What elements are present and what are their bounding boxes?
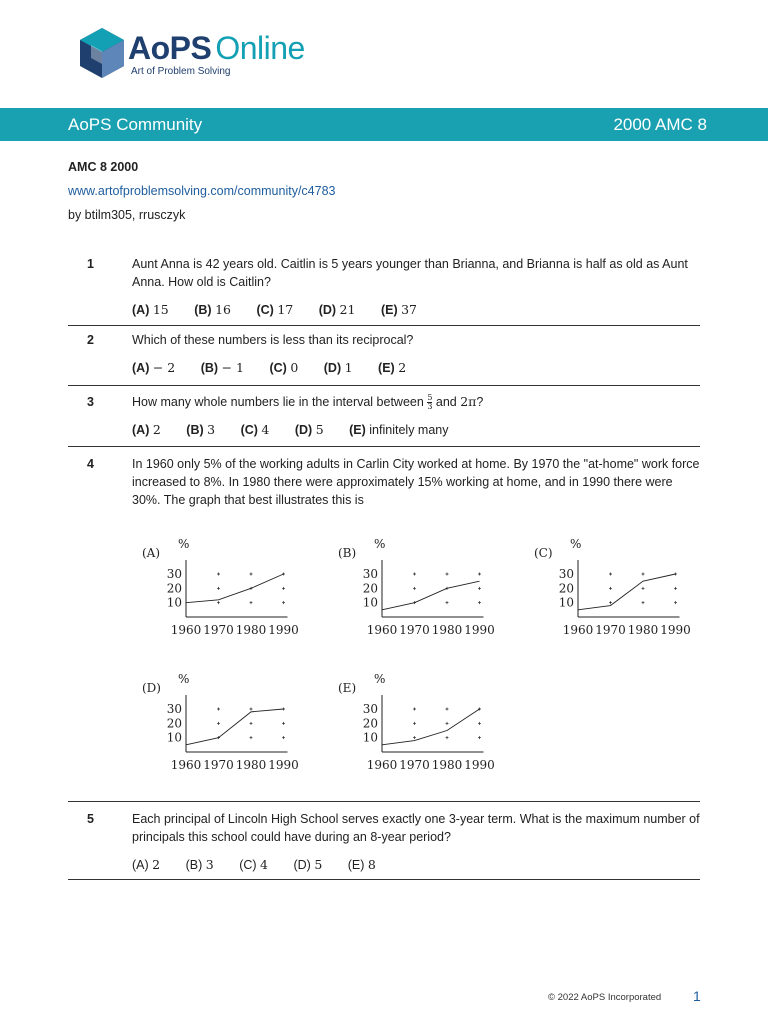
choice-e: (E) 8	[347, 857, 376, 872]
divider	[68, 325, 700, 326]
choice-a: (A) − 2	[132, 360, 176, 375]
choice-b: (B) − 1	[200, 360, 244, 375]
series-line	[186, 709, 284, 745]
grid-mark	[250, 708, 253, 711]
graph-c-svg	[532, 530, 712, 640]
grid-mark	[674, 587, 677, 590]
choice-e: (E) infinitely many	[349, 423, 449, 438]
series-line	[382, 581, 480, 610]
y-tick-label: 10	[166, 730, 182, 745]
x-tick-label: 1960	[366, 758, 398, 772]
grid-mark	[674, 601, 677, 604]
x-tick-label: 1990	[268, 758, 299, 772]
answer-choices	[132, 421, 700, 439]
problem-text: In 1960 only 5% of the working adults in Carlin City worked at home. By 1970 the "at-home" work force increased to 8%. In 1980 there were approximately 15% working at home, and in 1990 there were 30%. The graph that best illustrates this is	[132, 457, 700, 507]
grid-mark	[478, 601, 481, 604]
grid-mark	[642, 587, 645, 590]
x-tick-label: 1980	[627, 623, 659, 637]
series-line	[382, 709, 480, 745]
grid-mark	[282, 601, 285, 604]
x-tick-label: 1960	[562, 623, 594, 637]
problem-text: How many whole numbers lie in the interval between $\frac{5}{3}$ and 2π?	[132, 393, 484, 412]
problem-text: Each principal of Lincoln High School serves exactly one 3-year term. What is the maximum number of principals this school could have during an 8-year period?	[132, 812, 700, 844]
series-line	[578, 574, 676, 610]
graph-label: (C)	[534, 546, 553, 560]
header-banner	[0, 108, 768, 141]
grid-mark	[413, 587, 416, 590]
brand-wordmark	[128, 30, 305, 67]
choice-e: (E) 2	[378, 360, 407, 375]
grid-mark	[446, 722, 449, 725]
choice-c: (C) 4	[240, 422, 270, 438]
brand-name: AoPS	[128, 30, 212, 66]
problem-number: 2	[87, 333, 94, 347]
x-tick-label: 1970	[595, 623, 626, 637]
divider	[68, 801, 700, 802]
y-tick-label: 20	[362, 581, 378, 596]
graph-a-svg	[140, 530, 320, 640]
brand-product: Online	[215, 30, 305, 66]
x-tick-label: 1990	[464, 758, 495, 772]
graph-d	[140, 665, 320, 775]
grid-mark	[609, 573, 612, 576]
community-url-link[interactable]: www.artofproblemsolving.com/community/c4783	[68, 184, 336, 198]
grid-mark	[446, 573, 449, 576]
graph-e-svg	[336, 665, 516, 775]
grid-mark	[609, 587, 612, 590]
y-tick-label: 10	[166, 595, 182, 610]
series-line	[186, 574, 284, 603]
graph-c	[532, 530, 712, 640]
x-tick-label: 1970	[203, 623, 234, 637]
choice-d: (D) 5	[294, 422, 324, 438]
x-tick-label: 1990	[268, 623, 299, 637]
answer-choices	[132, 301, 700, 319]
divider	[68, 385, 700, 386]
grid-mark	[413, 573, 416, 576]
choice-a: (A) 15	[132, 302, 169, 317]
grid-mark	[478, 722, 481, 725]
graph-d-svg	[140, 665, 320, 775]
choice-b: (B) 16	[194, 302, 231, 317]
choice-b: (B) 3	[186, 422, 216, 438]
choice-c: (C) 17	[256, 302, 294, 317]
y-tick-label: 20	[362, 716, 378, 731]
y-axis-label: %	[178, 537, 190, 551]
graph-e	[336, 665, 516, 775]
grid-mark	[478, 573, 481, 576]
grid-mark	[446, 708, 449, 711]
y-tick-label: 10	[362, 730, 378, 745]
divider	[68, 879, 700, 880]
problem-3	[68, 393, 700, 439]
grid-mark	[250, 736, 253, 739]
problem-number: 3	[87, 395, 94, 409]
problem-4	[68, 455, 700, 509]
graph-a	[140, 530, 320, 640]
y-tick-label: 10	[558, 595, 574, 610]
problem-text: Which of these numbers is less than its reciprocal?	[132, 333, 414, 347]
grid-mark	[217, 601, 220, 604]
grid-mark	[642, 573, 645, 576]
community-link[interactable]: AoPS Community	[68, 115, 203, 134]
x-tick-label: 1980	[431, 623, 463, 637]
grid-mark	[609, 601, 612, 604]
graph-label: (B)	[338, 546, 357, 560]
choice-a: (A) 2	[132, 422, 161, 438]
answer-graphs	[0, 530, 768, 780]
x-tick-label: 1990	[660, 623, 691, 637]
problem-2	[68, 331, 700, 377]
brand-tagline: Art of Problem Solving	[131, 66, 231, 77]
grid-mark	[217, 573, 220, 576]
graph-b	[336, 530, 516, 640]
y-tick-label: 10	[362, 595, 378, 610]
choice-a: (A) 2	[132, 857, 161, 872]
x-tick-label: 1980	[431, 758, 463, 772]
answer-choices	[132, 856, 700, 874]
problem-5	[68, 810, 700, 874]
y-tick-label: 20	[558, 581, 574, 596]
y-axis-label: %	[374, 672, 386, 686]
choice-e: (E) 37	[380, 302, 417, 317]
grid-mark	[282, 736, 285, 739]
grid-mark	[250, 573, 253, 576]
page-number: 1	[693, 988, 701, 1004]
problem-1	[68, 255, 700, 319]
y-axis-label: %	[570, 537, 582, 551]
y-tick-label: 30	[558, 567, 574, 581]
y-tick-label: 20	[166, 581, 182, 596]
document-meta	[68, 155, 335, 227]
y-tick-label: 20	[166, 716, 182, 731]
contest-title: 2000 AMC 8	[613, 115, 707, 134]
grid-mark	[478, 736, 481, 739]
y-tick-label: 30	[166, 702, 182, 716]
choice-c: (C) 4	[239, 857, 268, 872]
grid-mark	[413, 722, 416, 725]
divider	[68, 446, 700, 447]
fraction: $\frac{5}{3}$	[427, 393, 433, 412]
x-tick-label: 1970	[203, 758, 234, 772]
problem-number: 5	[87, 812, 94, 826]
y-tick-label: 30	[362, 702, 378, 716]
x-tick-label: 1960	[170, 758, 202, 772]
grid-mark	[413, 736, 416, 739]
grid-mark	[217, 708, 220, 711]
problem-number: 4	[87, 457, 94, 471]
grid-mark	[446, 601, 449, 604]
graph-label: (D)	[142, 681, 161, 695]
answer-choices	[132, 359, 700, 377]
grid-mark	[478, 587, 481, 590]
document-title: AMC 8 2000	[68, 160, 139, 174]
x-tick-label: 1960	[366, 623, 398, 637]
grid-mark	[642, 601, 645, 604]
x-tick-label: 1960	[170, 623, 202, 637]
grid-mark	[282, 587, 285, 590]
problem-number: 1	[87, 257, 94, 271]
x-tick-label: 1970	[399, 758, 430, 772]
grid-mark	[217, 722, 220, 725]
y-tick-label: 30	[166, 567, 182, 581]
grid-mark	[413, 708, 416, 711]
x-tick-label: 1980	[235, 758, 267, 772]
problem-text: Aunt Anna is 42 years old. Caitlin is 5 years younger than Brianna, and Brianna is half as old as Aunt Anna. How old is Caitlin?	[132, 257, 688, 289]
graph-b-svg	[336, 530, 516, 640]
choice-d: (D) 5	[293, 857, 323, 872]
choice-c: (C) 0	[269, 360, 299, 375]
x-tick-label: 1990	[464, 623, 495, 637]
y-axis-label: %	[374, 537, 386, 551]
choice-b: (B) 3	[185, 857, 214, 872]
graph-label: (E)	[338, 681, 357, 695]
grid-mark	[250, 722, 253, 725]
copyright: © 2022 AoPS Incorporated	[548, 992, 662, 1003]
authors: by btilm305, rrusczyk	[68, 208, 186, 222]
x-tick-label: 1980	[235, 623, 267, 637]
choice-d: (D) 1	[323, 360, 353, 375]
grid-mark	[282, 722, 285, 725]
grid-mark	[446, 736, 449, 739]
grid-mark	[250, 601, 253, 604]
y-axis-label: %	[178, 672, 190, 686]
grid-mark	[217, 587, 220, 590]
y-tick-label: 30	[362, 567, 378, 581]
graph-label: (A)	[142, 546, 161, 560]
choice-d: (D) 21	[318, 302, 356, 317]
x-tick-label: 1970	[399, 623, 430, 637]
